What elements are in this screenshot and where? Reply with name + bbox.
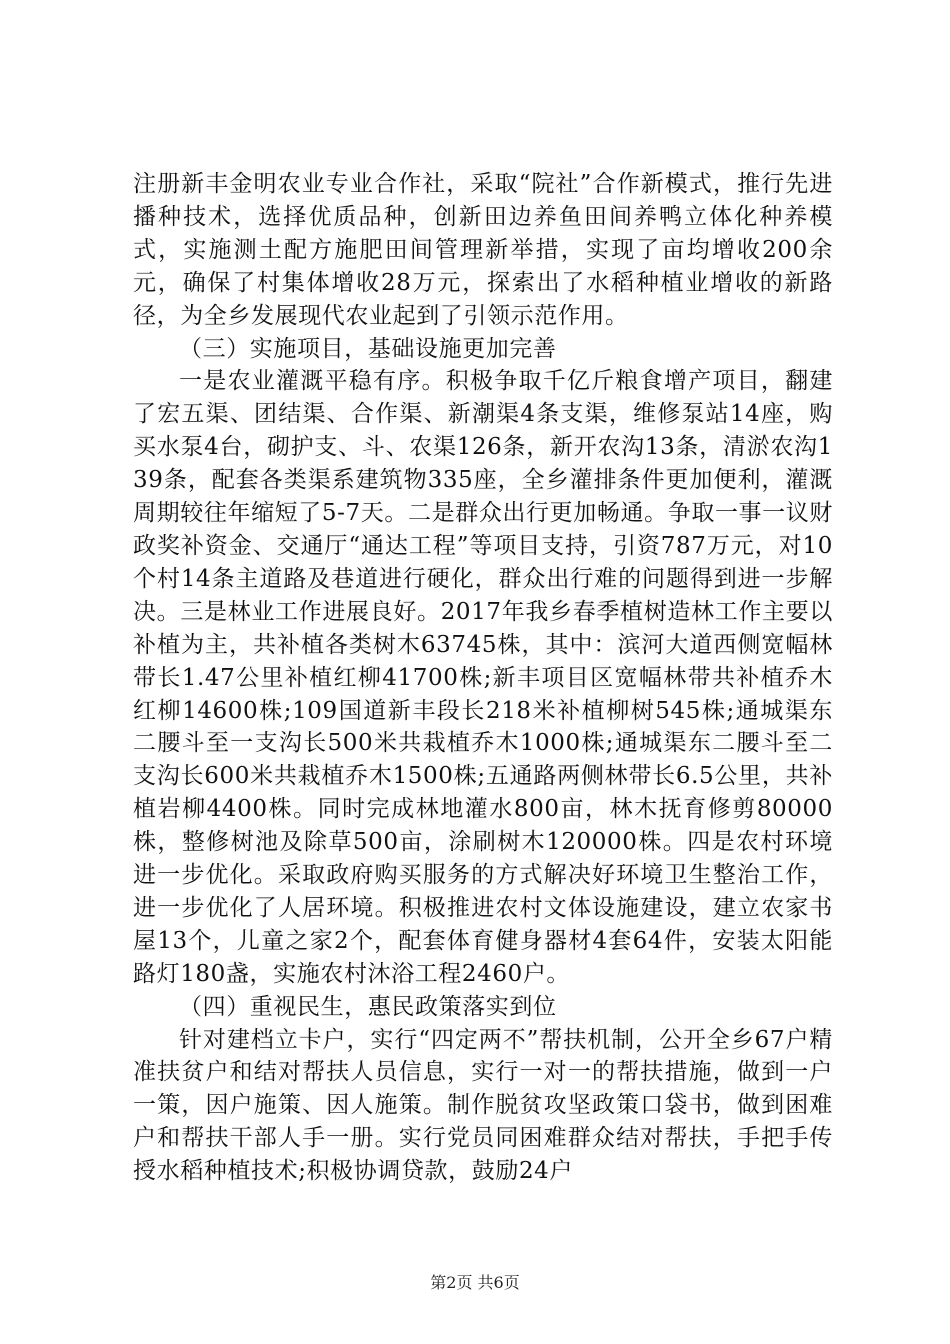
paragraph-cooperative: 注册新丰金明农业专业合作社，采取“院社”合作新模式，推行先进播种技术，选择优质品种，创新田边养鱼田间养鸭立体化种养模式，实施测土配方施肥田间管理新举措，实现了亩均增收200余元，确保了村集体增收28万元，探索出了水稻种植业增收的新路径，为全乡发展现代农业起到了引领示范作用。 [133,171,833,329]
section-heading-livelihood: （四）重视民生，惠民政策落实到位 [179,993,557,1020]
paragraph-livelihood: 针对建档立卡户，实行“四定两不”帮扶机制，公开全乡67户精准扶贫户和结对帮扶人员信息，实行一对一的帮扶措施，做到一户一策，因户施策、因人施策。制作脱贫攻坚政策口袋书，做到困难户和帮扶干部人手一册。实行党员同困难群众结对帮扶，手把手传授水稻种植技术;积极协调贷款，鼓励24户 [133,1026,833,1185]
page-footer [0,1270,950,1293]
paragraph-infrastructure: 一是农业灌溉平稳有序。积极争取千亿斤粮食增产项目，翻建了宏五渠、团结渠、合作渠、新潮渠4条支渠，维修泵站14座，购买水泵4台，砌护支、斗、农渠126条，新开农沟13条，清淤农沟139条，配套各类渠系建筑物335座，全乡灌排条件更加便利，灌溉周期较往年缩短了5-7天。二是群众出行更加畅通。争取一事一议财政奖补资金、交通厅“通达工程”等项目支持，引资787万元，对10个村14条主道路及巷道进行硬化，群众出行难的问题得到进一步解决。三是林业工作进展良好。2017年我乡春季植树造林工作主要以补植为主，共补植各类树木63745株，其中：滨河大道西侧宽幅林带长1.47公里补植红柳41700株;新丰项目区宽幅林带共补植乔木红柳14600株;109国道新丰段长218米补植柳树545株;通城渠东二腰斗至一支沟长500米共栽植乔木1000株;通城渠东二腰斗至二支沟长600米共栽植乔木1500株;五通路两侧林带长6.5公里，共补植岩柳4400株。同时完成林地灌水800亩，林木抚育修剪80000株，整修树池及除草500亩，涂刷树木120000株。四是农村环境进一步优化。采取政府购买服务的方式解决好环境卫生整治工作，进一步优化了人居环境。积极推进农村文体设施建设，建立农家书屋13个，儿童之家2个，配套体育健身器材4套64件，安装太阳能路灯180盏，实施农村沐浴工程2460户。 [133,368,833,987]
page-number: 第2页 共6页 [430,1273,520,1292]
body-text [133,168,833,1188]
section-heading-infrastructure: （三）实施项目，基础设施更加完善 [179,335,557,362]
